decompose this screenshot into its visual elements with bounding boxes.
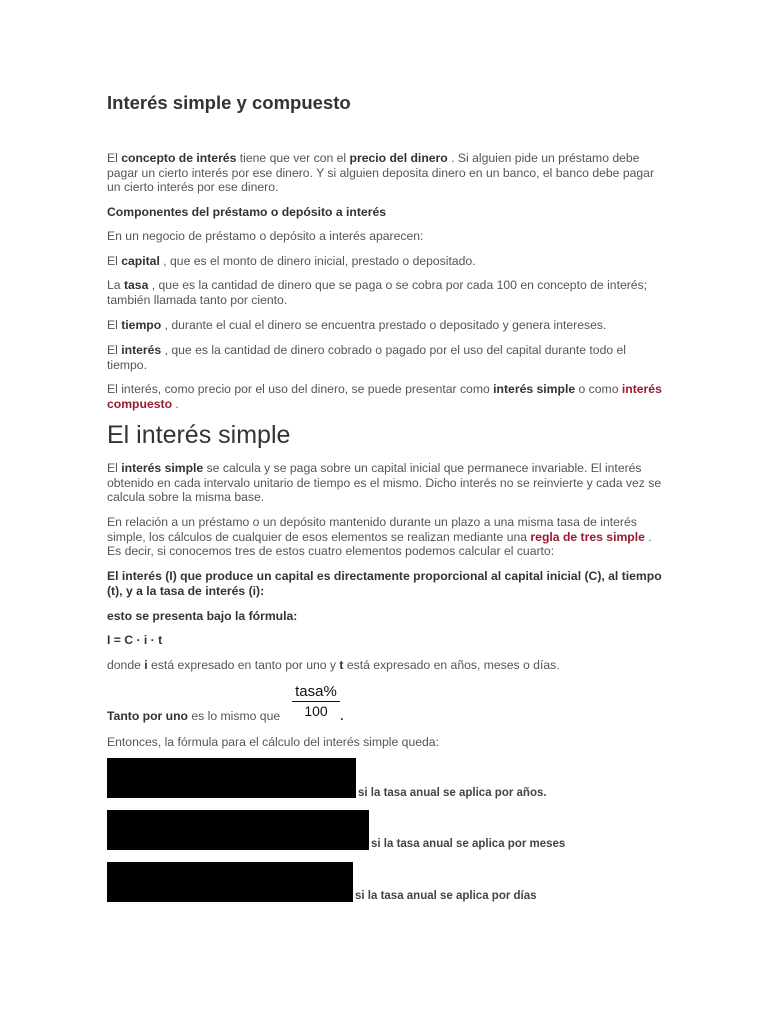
tanto-paragraph: Tanto por uno es lo mismo que . <box>107 709 344 723</box>
redacted-formula-years <box>107 758 356 798</box>
page-title: Interés simple y compuesto <box>107 92 351 113</box>
capital-paragraph: El capital , que es el monto de dinero inicial, prestado o depositado. <box>107 254 476 268</box>
proportional-statement: El interés (I) que produce un capital es directamente proporcional al capital inicial (C), al tiempo (t), y a la tasa de interés (i): <box>107 569 662 598</box>
tasa-term: tasa <box>123 278 149 292</box>
concept-term: concepto de interés <box>121 151 237 165</box>
tanto-term: Tanto por uno <box>107 709 189 723</box>
presentar-paragraph: El interés, como precio por el uso del dinero, se puede presentar como interés simple o como interés compuesto . <box>107 382 662 411</box>
simple-paragraph-1: El interés simple se calcula y se paga sobre un capital inicial que permanece invariable. El interés obtenido en cada intervalo unitario de tiempo es el mismo. Dicho interés no se reinvierte y cada vez se calcula sobre la misma base. <box>107 461 662 505</box>
fraction <box>292 683 340 719</box>
tiempo-paragraph: El tiempo , durante el cual el dinero se encuentra prestado o depositado y genera intereses. <box>107 318 607 332</box>
simple-term: interés simple <box>493 382 576 396</box>
formula-label-days: si la tasa anual se aplica por días <box>355 890 537 902</box>
components-heading: Componentes del préstamo o depósito a interés <box>107 205 387 219</box>
redacted-formula-months <box>107 810 369 850</box>
fraction-bar <box>292 701 340 702</box>
formula-intro: esto se presenta bajo la fórmula: <box>107 609 298 623</box>
simple-paragraph-2: En relación a un préstamo o un depósito mantenido durante un plazo a una misma tasa de interés simple, los cálculos de cualquier de esos elementos se realizan mediante una regla de tres simple . Es decir, si conocemos tres de estos cuatro elementos podemos calcular el cuarto: <box>107 515 652 559</box>
tiempo-term: tiempo <box>121 318 162 332</box>
formula-label-months: si la tasa anual se aplica por meses <box>371 838 566 850</box>
section-title: El interés simple <box>107 421 291 449</box>
simple-interest-term: interés simple <box>121 461 204 475</box>
fraction-denominator: 100 <box>304 703 328 719</box>
redacted-formula-days <box>107 862 353 902</box>
tasa-paragraph: La tasa , que es la cantidad de dinero que se paga o se cobra por cada 100 en concepto de interés; también llamada tanto por ciento. <box>107 278 648 307</box>
rule-of-three-link[interactable]: regla de tres simple <box>530 529 645 544</box>
price-term: precio del dinero <box>349 151 448 165</box>
capital-term: capital <box>121 254 160 268</box>
formula: I = C · i · t <box>107 633 163 647</box>
intro-paragraph: En un negocio de préstamo o depósito a interés aparecen: <box>107 229 424 243</box>
interes-term: interés <box>121 343 162 357</box>
fraction-numerator: tasa% <box>295 683 337 700</box>
interes-paragraph: El interés , que es la cantidad de dinero cobrado o pagado por el uso del capital durante todo el tiempo. <box>107 343 627 372</box>
compound-interest-link[interactable]: interés compuesto <box>107 382 662 411</box>
formula-label-years: si la tasa anual se aplica por años. <box>358 787 547 799</box>
donde-paragraph: donde i está expresado en tanto por uno y t está expresado en años, meses o días. <box>107 658 560 672</box>
entonces-paragraph: Entonces, la fórmula para el cálculo del interés simple queda: <box>107 735 439 749</box>
concept-paragraph: El concepto de interés tiene que ver con el precio del dinero . Si alguien pide un préstamo debe pagar un cierto interés por ese dinero. Y si alguien deposita dinero en un banco, el banco debe pagar un cierto interés por ese dinero. <box>107 151 655 195</box>
